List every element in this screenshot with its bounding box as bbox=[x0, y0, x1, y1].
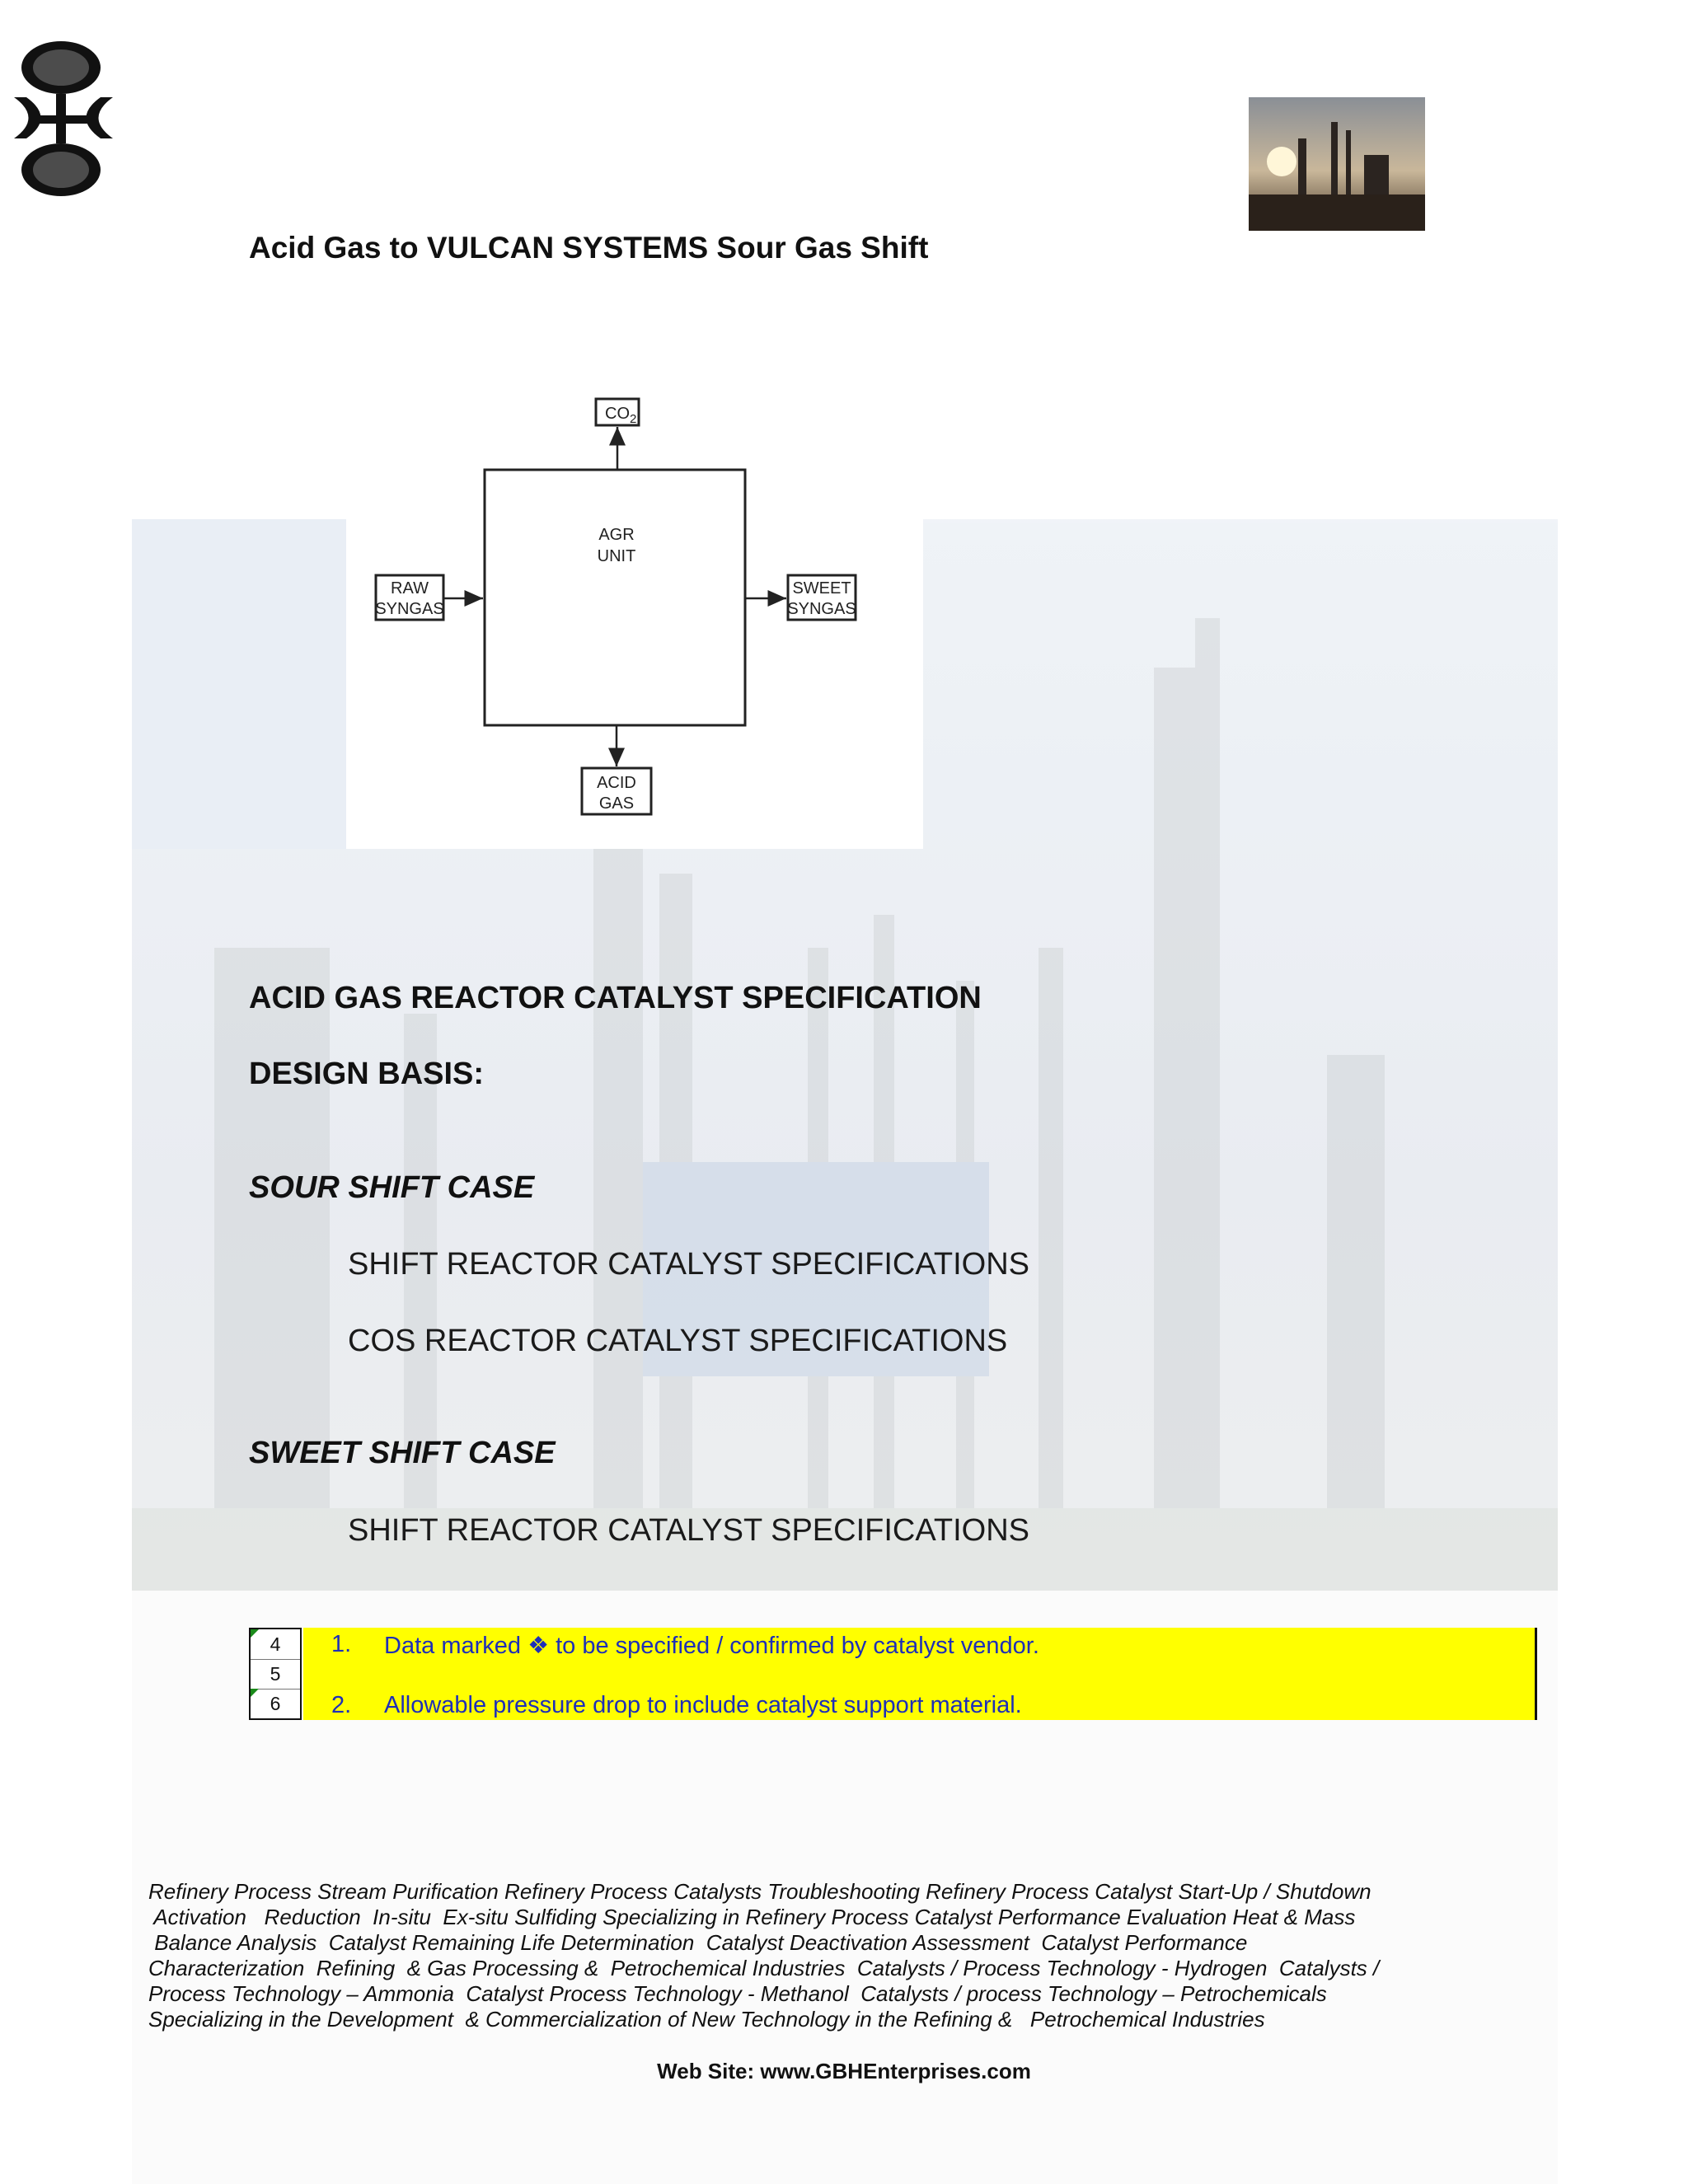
row-number-column bbox=[249, 1628, 302, 1720]
website-link[interactable]: Web Site: www.GBHEnterprises.com bbox=[657, 2059, 1031, 2083]
acid-gas-label-2: GAS bbox=[598, 794, 635, 813]
agr-unit-label-1: AGR bbox=[598, 526, 635, 544]
notes-highlight bbox=[303, 1628, 1537, 1720]
note-number: 2. bbox=[331, 1692, 352, 1718]
spec-heading: ACID GAS REACTOR CATALYST SPECIFICATION bbox=[249, 981, 982, 1015]
background-panel bbox=[132, 519, 346, 849]
acid-gas-label-1: ACID bbox=[597, 774, 636, 792]
note-text: Allowable pressure drop to include catalyst support material. bbox=[384, 1692, 1022, 1718]
notes-table bbox=[249, 1628, 1539, 1720]
footer-line: Specializing in the Development & Commercialization of New Technology in the Refining & Petrochemical Industries bbox=[148, 2007, 1265, 2032]
row-number: 6 bbox=[251, 1689, 300, 1718]
row-number: 4 bbox=[251, 1629, 300, 1660]
sweet-syngas-label-2: SYNGAS bbox=[787, 600, 856, 618]
design-basis-heading: DESIGN BASIS: bbox=[249, 1057, 485, 1091]
raw-syngas-label-1: RAW bbox=[391, 579, 429, 598]
note-number: 1. bbox=[331, 1631, 352, 1657]
sweet-shift-reactor-item: SHIFT REACTOR CATALYST SPECIFICATIONS bbox=[348, 1513, 1029, 1548]
sour-cos-reactor-item: COS REACTOR CATALYST SPECIFICATIONS bbox=[348, 1324, 1008, 1358]
raw-syngas-label-2: SYNGAS bbox=[375, 600, 444, 618]
sour-shift-case-heading: SOUR SHIFT CASE bbox=[249, 1170, 535, 1205]
company-logo-icon bbox=[10, 40, 117, 196]
refinery-photo bbox=[1249, 97, 1425, 231]
agr-flow-diagram bbox=[363, 387, 874, 832]
sweet-shift-case-heading: SWEET SHIFT CASE bbox=[249, 1436, 556, 1470]
footer-line: Refinery Process Stream Purification Refinery Process Catalysts Troubleshooting Refinery Process Catalyst Start-Up / Shutdown bbox=[148, 1879, 1372, 1904]
page-title: Acid Gas to VULCAN SYSTEMS Sour Gas Shift bbox=[249, 231, 929, 265]
footer-line: Process Technology – Ammonia Catalyst Process Technology - Methanol Catalysts / process Technology – Petrochemicals bbox=[148, 1981, 1327, 2006]
footer-line: Activation Reduction In-situ Ex-situ Sulfiding Specializing in Refinery Process Catalyst Performance Evaluation Heat & Mass bbox=[148, 1905, 1356, 1929]
footer-services-text bbox=[148, 1879, 1434, 2032]
note-text: Data marked ❖ to be specified / confirmed by catalyst vendor. bbox=[384, 1633, 1039, 1659]
footer-line: Characterization Refining & Gas Processing & Petrochemical Industries Catalysts / Process Technology - Hydrogen Catalysts / bbox=[148, 1956, 1380, 1980]
agr-unit-label-2: UNIT bbox=[597, 547, 636, 565]
footer-line: Balance Analysis Catalyst Remaining Life Determination Catalyst Deactivation Assessment Catalyst Performance bbox=[148, 1930, 1248, 1955]
agr-unit-box bbox=[485, 470, 745, 725]
sweet-syngas-label-1: SWEET bbox=[792, 579, 851, 598]
co2-label: $CO_2$ bbox=[605, 405, 637, 426]
row-number: 5 bbox=[251, 1659, 300, 1690]
sour-shift-reactor-item: SHIFT REACTOR CATALYST SPECIFICATIONS bbox=[348, 1247, 1029, 1282]
